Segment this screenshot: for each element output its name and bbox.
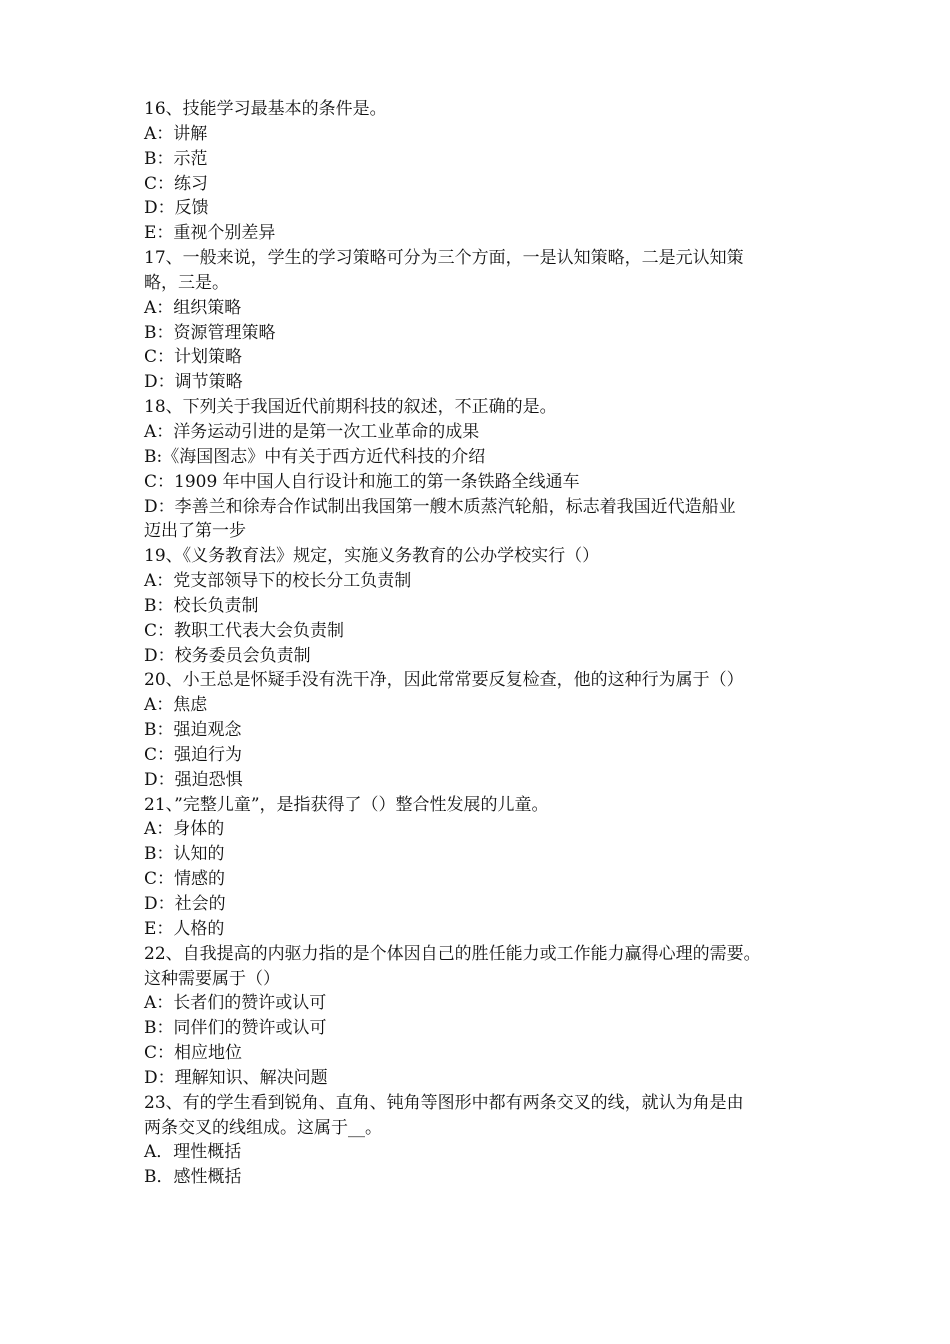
question-23 <box>144 1091 824 1190</box>
option-e: E：人格的 <box>144 918 225 939</box>
question-text: 22、自我提高的内驱力指的是个体因自己的胜任能力或工作能力赢得心理的需要。 <box>144 943 761 964</box>
option-a: A：讲解 <box>144 123 208 144</box>
option-b: B：强迫观念 <box>144 720 242 741</box>
option-b: B：认知的 <box>144 844 225 865</box>
question-text-continued: 两条交叉的线组成。这属于__。 <box>144 1117 382 1138</box>
question-16 <box>144 97 824 246</box>
option-a: A：党支部领导下的校长分工负责制 <box>144 571 412 592</box>
option-d: D：强迫恐惧 <box>144 769 243 790</box>
option-d: D：社会的 <box>144 894 226 914</box>
option-c: C：计划策略 <box>144 347 243 368</box>
option-a: A：洋务运动引进的是第一次工业革命的成果 <box>144 421 480 442</box>
question-text: 17、一般来说，学生的学习策略可分为三个方面，一是认知策略，二是元认知策 <box>144 248 744 269</box>
option-d: D：理解知识、解决问题 <box>144 1067 328 1088</box>
question-text: 19、《义务教育法》规定，实施义务教育的公办学校实行（） <box>144 546 600 567</box>
option-b: B：示范 <box>144 148 208 169</box>
option-b: B：资源管理策略 <box>144 322 276 343</box>
option-a: A：身体的 <box>144 819 225 840</box>
option-c: C：教职工代表大会负责制 <box>144 620 345 641</box>
option-a: A．理性概括 <box>144 1142 242 1163</box>
question-20 <box>144 668 824 792</box>
option-b: B：校长负责制 <box>144 595 259 616</box>
question-text: 23、有的学生看到锐角、直角、钝角等图形中都有两条交叉的线，就认为角是由 <box>144 1092 744 1113</box>
option-c: C：1909 年中国人自行设计和施工的第一条铁路全线通车 <box>144 471 580 492</box>
option-c: C：情感的 <box>144 869 226 890</box>
option-a: A：组织策略 <box>144 297 242 318</box>
option-a: A：焦虑 <box>144 695 208 716</box>
option-b: B：同伴们的赞许或认可 <box>144 1018 327 1039</box>
option-d: D：校务委员会负责制 <box>144 645 311 666</box>
option-b: B．感性概括 <box>144 1167 242 1188</box>
question-22 <box>144 942 824 1091</box>
option-a: A：长者们的赞许或认可 <box>144 993 327 1014</box>
option-c: C：强迫行为 <box>144 744 243 765</box>
option-d-continued: 迈出了第一步 <box>144 521 246 542</box>
question-19 <box>144 544 824 668</box>
option-b: B:《海国图志》中有关于西方近代科技的介绍 <box>144 446 486 467</box>
question-text: 20、小王总是怀疑手没有洗干净，因此常常要反复检查，他的这种行为属于（） <box>144 670 744 691</box>
question-17 <box>144 246 824 395</box>
question-text: 18、下列关于我国近代前期科技的叙述，不正确的是。 <box>144 397 557 418</box>
document-page <box>144 97 824 1190</box>
question-text-continued: 这种需要属于（） <box>144 968 280 989</box>
option-d: D：调节策略 <box>144 372 243 393</box>
option-d: D：李善兰和徐寿合作试制出我国第一艘木质蒸汽轮船，标志着我国近代造船业 <box>144 496 736 517</box>
option-c: C：相应地位 <box>144 1043 243 1064</box>
question-text: 16、技能学习最基本的条件是。 <box>144 99 387 119</box>
question-text: 21、”完整儿童”，是指获得了（）整合性发展的儿童。 <box>144 794 549 815</box>
question-18 <box>144 395 824 544</box>
option-e: E：重视个别差异 <box>144 223 276 244</box>
question-21 <box>144 793 824 942</box>
option-d: D：反馈 <box>144 198 209 219</box>
option-c: C：练习 <box>144 173 209 194</box>
question-text-continued: 略，三是。 <box>144 272 229 293</box>
